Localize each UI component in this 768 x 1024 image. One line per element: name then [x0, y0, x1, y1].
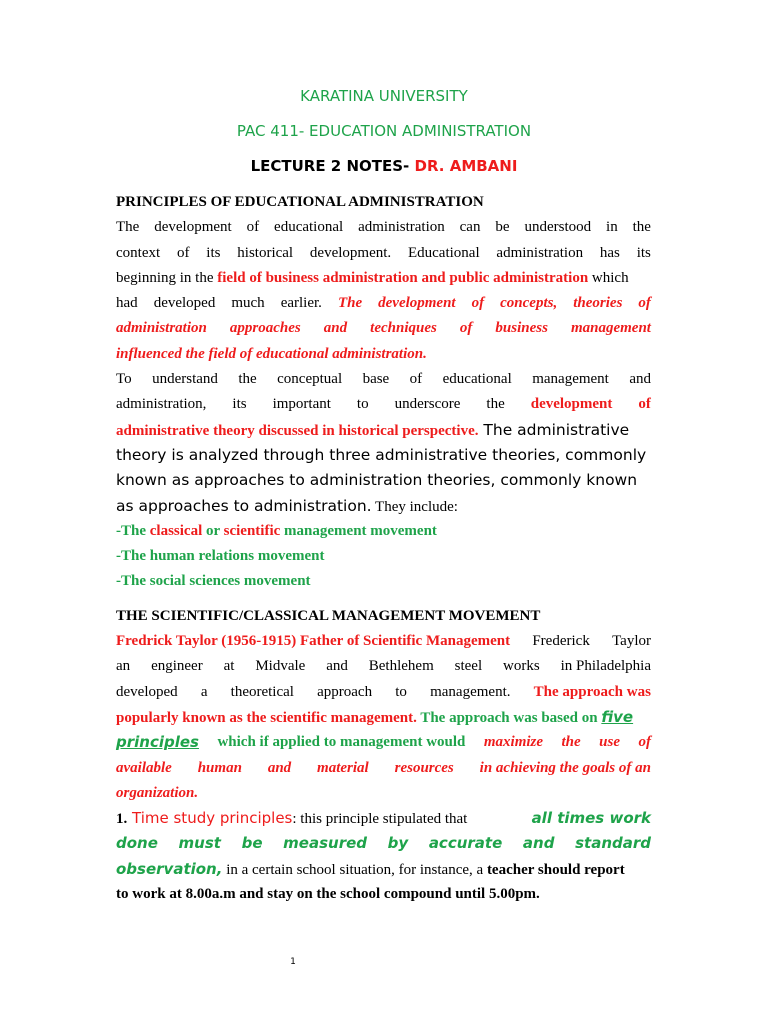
section-heading-scientific: THE SCIENTIFIC/CLASSICAL MANAGEMENT MOVEMENT: [116, 607, 541, 624]
lecturer-name: DR. AMBANI: [414, 157, 518, 175]
section-heading-principles: PRINCIPLES OF EDUCATIONAL ADMINISTRATION: [116, 194, 484, 210]
text-line: available human and material resources in achieving the goals of an: [116, 759, 651, 776]
text-line: Fredrick Taylor (1956-1915) Father of Scientific Management Frederick Taylor: [116, 633, 651, 650]
movements-list: [116, 519, 651, 595]
text-line: an engineer at Midvale and Bethlehem steel works in Philadelphia: [116, 658, 651, 675]
text-line: context of its historical development. Educational administration has its: [116, 244, 651, 261]
lecture-title: [0, 157, 768, 175]
text-line: theory is analyzed through three administrative theories, commonly: [116, 445, 647, 464]
text-line: organization.: [116, 784, 199, 801]
page-number: 1: [290, 957, 296, 967]
paragraph-intro: [116, 215, 651, 367]
text-line: had developed much earlier. The development of concepts, theories of: [116, 295, 651, 312]
text-line: known as approaches to administration theories, commonly known: [116, 471, 638, 490]
lecture-prefix: LECTURE 2 NOTES-: [250, 157, 415, 175]
university-title: KARATINA UNIVERSITY: [300, 87, 468, 105]
list-item: -The human relations movement: [116, 548, 325, 565]
text-line: 1. Time study principles: this principle stipulated that all times work: [116, 809, 651, 828]
text-line: To understand the conceptual base of educational management and: [116, 371, 651, 388]
paragraph-taylor: [116, 629, 651, 806]
text-line: developed a theoretical approach to management. The approach was: [116, 683, 651, 700]
text-line: principles which if applied to management would maximize the use of: [116, 733, 651, 752]
text-line: administration, its important to underscore the development of: [116, 396, 651, 413]
text-line: done must be measured by accurate and standard: [116, 834, 651, 853]
document-body: [116, 190, 651, 907]
text-line: popularly known as the scientific management. The approach was based on five: [116, 707, 634, 726]
list-item: -The classical or scientific management movement: [116, 522, 437, 539]
text-line: as approaches to administration. They include:: [116, 496, 458, 515]
text-line: to work at 8.00a.m and stay on the school compound until 5.00pm.: [116, 886, 540, 903]
text-line: administration approaches and techniques of business management: [116, 320, 651, 337]
paragraph-conceptual-base: [116, 367, 651, 519]
text-line: administrative theory discussed in historical perspective. The administrative: [116, 420, 630, 439]
text-line: beginning in the field of business administration and public administration which: [116, 269, 629, 286]
paragraph-time-study: [116, 806, 651, 907]
text-line: influenced the field of educational administration.: [116, 345, 427, 362]
list-item: -The social sciences movement: [116, 573, 311, 590]
course-title: PAC 411- EDUCATION ADMINISTRATION: [236, 122, 532, 140]
text-line: observation, in a certain school situation, for instance, a teacher should report: [116, 859, 625, 878]
text-line: The development of educational administration can be understood in the: [116, 219, 651, 236]
